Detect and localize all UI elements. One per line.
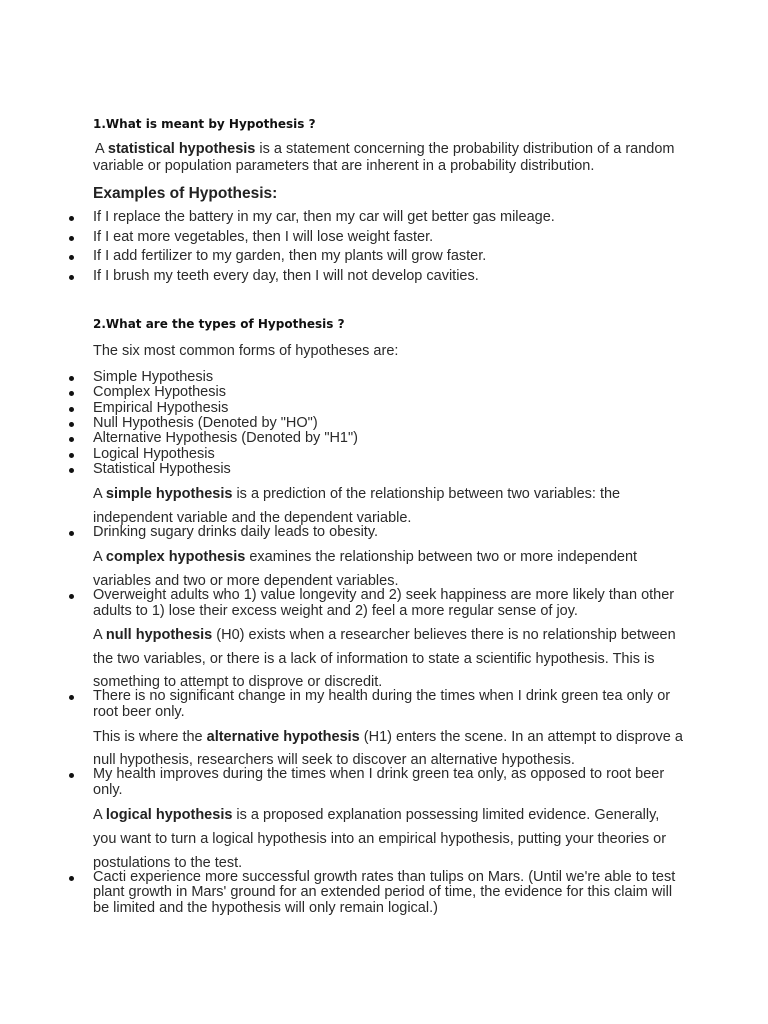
complex-paragraph [93,549,637,566]
paragraph-text: examines the relationship between two or more independent [245,549,638,565]
paragraph-line: postulations to the test. [93,855,243,871]
list-item-continuation: plant growth in Mars' ground for an extended period of time, the evidence for this claim will [93,884,673,900]
list-item: If I add fertilizer to my garden, then my plants will grow faster. [93,248,487,264]
paragraph-text: A [93,486,106,502]
bullet-icon [69,216,74,221]
bullet-icon [69,773,74,778]
paragraph-line: you want to turn a logical hypothesis into an empirical hypothesis, putting your theories or [93,831,667,847]
paragraph-term: complex hypothesis [105,549,246,565]
list-item: Complex Hypothesis [93,384,226,400]
list-item: Drinking sugary drinks daily leads to obesity. [93,524,379,540]
list-item-continuation: be limited and the hypothesis will only remain logical.) [93,900,438,916]
definition-text: A [95,141,108,157]
list-item: If I replace the battery in my car, then my car will get better gas mileage. [93,209,555,225]
list-item: Logical Hypothesis [93,446,215,462]
null-paragraph [93,627,676,644]
definition-text: is a statement concerning the probability distribution of a random [255,141,675,157]
bullet-icon [69,275,74,280]
types-intro: The six most common forms of hypotheses are: [93,343,399,359]
bullet-icon [69,407,74,412]
paragraph-text: (H0) exists when a researcher believes there is no relationship between [212,627,676,643]
paragraph-text: A [93,549,106,565]
list-item: If I brush my teeth every day, then I will not develop cavities. [93,268,479,284]
paragraph-line: independent variable and the dependent variable. [93,510,412,526]
alternative-paragraph [93,729,683,746]
list-item: Statistical Hypothesis [93,461,231,477]
question-1-heading: 1.What is meant by Hypothesis ? [93,117,316,131]
list-item-continuation: root beer only. [93,704,185,720]
bullet-icon [69,422,74,427]
bullet-icon [69,695,74,700]
bullet-icon [69,236,74,241]
list-item: Null Hypothesis (Denoted by "HO") [93,415,318,431]
list-item: Empirical Hypothesis [93,400,229,416]
definition-line: variable or population parameters that are inherent in a probability distribution. [93,158,595,174]
list-item-continuation: adults to 1) lose their excess weight and 2) feel a more regular sense of joy. [93,603,578,619]
paragraph-term: null hypothesis [105,627,213,643]
bullet-icon [69,437,74,442]
list-item-continuation: only. [93,782,123,798]
definition-term: statistical hypothesis [107,141,256,157]
paragraph-term: logical hypothesis [105,807,233,823]
list-item: Alternative Hypothesis (Denoted by "H1") [93,430,358,446]
simple-paragraph [93,486,620,503]
question-2-heading: 2.What are the types of Hypothesis ? [93,317,345,331]
examples-heading: Examples of Hypothesis: [93,185,278,202]
paragraph-line: something to attempt to disprove or discredit. [93,674,383,690]
bullet-icon [69,391,74,396]
logical-paragraph [93,807,659,824]
bullet-icon [69,376,74,381]
paragraph-text: is a proposed explanation possessing limited evidence. Generally, [232,807,660,823]
bullet-icon [69,594,74,599]
list-item: Overweight adults who 1) value longevity and 2) seek happiness are more likely than other [93,587,675,603]
paragraph-term: alternative hypothesis [206,729,360,745]
paragraph-text: A [93,627,106,643]
list-item: Simple Hypothesis [93,369,214,385]
paragraph-line: variables and two or more dependent variables. [93,573,399,589]
bullet-icon [69,468,74,473]
definition-paragraph [95,141,675,158]
paragraph-line: null hypothesis, researchers will seek to discover an alternative hypothesis. [93,752,575,768]
list-item: If I eat more vegetables, then I will lose weight faster. [93,229,434,245]
bullet-icon [69,876,74,881]
bullet-icon [69,531,74,536]
paragraph-text: A [93,807,106,823]
bullet-icon [69,453,74,458]
paragraph-text: (H1) enters the scene. In an attempt to disprove a [359,729,683,745]
bullet-icon [69,255,74,260]
list-item: Cacti experience more successful growth rates than tulips on Mars. (Until we're able to test [93,869,676,885]
list-item: There is no significant change in my health during the times when I drink green tea only or [93,688,671,704]
paragraph-line: the two variables, or there is a lack of information to state a scientific hypothesis. This is [93,651,655,667]
paragraph-text: This is where the [93,729,207,745]
paragraph-text: is a prediction of the relationship between two variables: the [232,486,621,502]
list-item: My health improves during the times when I drink green tea only, as opposed to root beer [93,766,665,782]
paragraph-term: simple hypothesis [105,486,233,502]
